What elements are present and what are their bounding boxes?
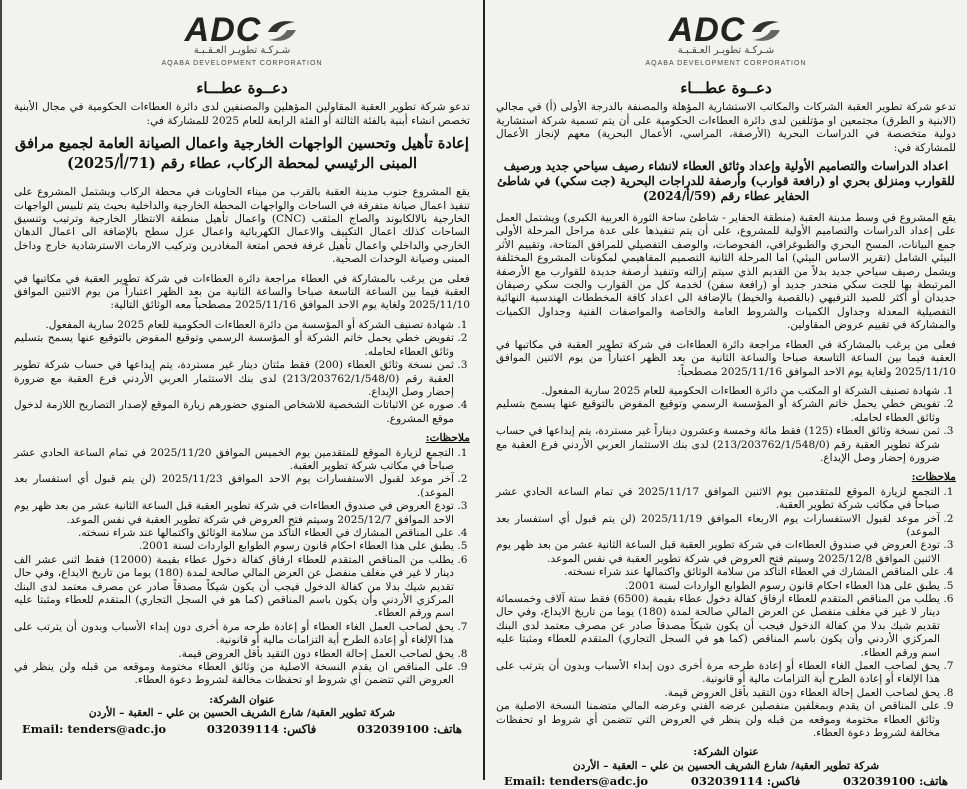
list-item: 2. آخر موعد لقبول الاستفسارات يوم الاربعاء الموافق 2025/11/19 (لن يتم قبول أي استفسار بعد الموعد) xyxy=(496,513,940,540)
list-item: 4. صوره عن الاثباتات الشخصية للاشخاص المنوي حضورهم زيارة الموقع لإصدار التصاريح اللازمة لدخول موقع المشروع. xyxy=(14,399,454,426)
contact-line xyxy=(496,775,956,788)
list-item: 5. يطبق على هذا العطاء احكام قانون رسوم الطوابع الواردات لسنة 2001. xyxy=(14,540,454,553)
address-title: عنوان الشركة: xyxy=(693,746,759,759)
left-edge-rule xyxy=(0,0,2,780)
company-address: شركة تطوير العقبة/ شارع الشريف الحسين بن علي – العقبة – الأردن xyxy=(88,707,396,720)
adc-logo xyxy=(14,11,470,78)
ad-heading: دعــوة عطـــاء xyxy=(680,79,772,97)
list-item: 6. يطلب من المناقص المتقدم للعطاء ارفاق كفالة دخول عطاء بقيمة (6500) فقط ستة آلاف وخمسمائة دينار لا غير في مغلف منفصل عن العرض المالي صالحة لمدة (180) يوما من تاريخ الايداع، وفي حال تقديم شيك بدلا من كفالة الدخول فيجب أن يكون شيكاً مصدقاً صادر عن مصرف معتمد لدى البنك المركزي الأردني وأن يكون باسم المناقص (كما هو في السجل التجاري) المتقدم للعطاء ومثبتا عليه اسم ورقم العطاء. xyxy=(496,593,940,660)
logo-swirl-icon xyxy=(749,16,783,46)
requirements-list xyxy=(496,385,956,465)
list-item: 3. ثمن نسخة وثائق العطاء (200) فقط مئتان دينار غير مستردة، يتم إيداعها في حساب شركة تطوير العقبة رقم (213/203762/1/548/0) لدى بنك الاستثمار العربي الأردني فرع العقبة مع ضرورة إحضار وصل الإيداع. xyxy=(14,359,454,399)
column-divider xyxy=(483,0,485,780)
list-item: 2. تفويض خطي يحمل خاتم الشركة أو المؤسسة الرسمي وتوقيع المفوض بالتوقيع عنها يسمح بتسليم وثائق العطاء لحامله. xyxy=(496,398,940,425)
fax-number: فاكس: 032039114 xyxy=(690,774,801,789)
list-item: 4. على المناقص المشارك في العطاء التأكد من سلامة الوثائق واكتمالها عند شراء نسخته. xyxy=(14,527,454,540)
ad-instructions: فعلى من يرغب بالمشاركة في العطاء مراجعة دائرة العطاءات في شركة تطوير العقبة في مكاتبها في العقبة فيما بين الساعة التاسعة صباحا والساعة الثانية من بعد الظهر اعتباراً من يوم الاثنين الموافق 2025/11/10 ولغاية يوم الاحد الموافق 2025/11/16 مصطحباً معه الوثائق التالية: xyxy=(14,272,470,312)
tender-ad-right xyxy=(488,6,964,789)
notes-list xyxy=(14,447,470,688)
list-item: 2. تفويض خطي يحمل خاتم الشركة أو المؤسسة الرسمي وتوقيع المفوض بالتوقيع عنها يسمح بتسليم وثائق العطاء لحامله. xyxy=(14,332,454,359)
list-item: 1. التجمع لزيارة الموقع للمتقدمين يوم الاثنين الموافق 2025/11/17 في تمام الساعة الحادي عشر صباحاً في مكاتب شركة تطوير العقبة. xyxy=(496,486,940,513)
phone-number: هاتف: 032039100 xyxy=(843,774,948,789)
logo-arabic: شـركـة تطويـر العـقـبـة xyxy=(677,45,775,56)
list-item: 1. شهادة تصنيف الشركة أو المؤسسة من دائرة العطاءات الحكومية للعام 2025 سارية المفعول. xyxy=(14,319,454,332)
adc-logo xyxy=(496,11,956,78)
list-item: 6. يطلب من المناقص المتقدم للعطاء ارفاق كفالة دخول عطاء بقيمة (12000) فقط اثنى عشر الف دينار لا غير في مغلف منفصل عن العرض المالي صالحة لمدة (180) يوما من تاريخ الايداع، وفي حال تقديم شيك بدلا من كفالة الدخول فيجب أن يكون شيكاً مصدقاً صادر عن مصرف معتمد لدى البنك المركزي الأردني وأن يكون باسم المناقص (كما هو في السجل التجاري) المتقدم للعطاء ومثبتا عليه اسم ورقم العطاء. xyxy=(14,554,454,621)
list-item: 9. على المناقص ان يقدم وبمغلفين منفصلين عرضه الفني وعرضه المالي متضمنا النسخة الاصلية من وثائق العطاء مختومة وموقعه من قبله ولن ينظر في العروض التي تتضمن أي شروط او تحفظات مخالفة لشروط دعوة العطاء. xyxy=(496,700,940,740)
ad-description: يقع المشروع جنوب مدينة العقبة بالقرب من ميناء الحاويات في محطة الركاب ويشتمل المشروع على تنفيذ اعمال صيانة متفرقة في الساحات والواجهات المحطة الخارجية والداخلية بحيث يتم تلبيس الواجهات الخارجية بالالكابوند والصاج المثقب (CNC) واعمال تأهيل منطقة الانتظار الخارجية وترتيب وتنسيق الساحات كذلك اعمال التكييف والاعمال الكهربائية واعمال عزل سطح بالإضافة الى اعمال الدهان الخارجي والداخلي واعمال تأهيل غرفة فحص امتعة المغادرين وتركيب الارمات الاسترشادية خارج وداخل المبنى وصيانة الوحدات الصحية. xyxy=(14,186,470,266)
ad-intro: تدعو شركة تطوير العقبة المقاولين المؤهلين والمصنفين لدى دائرة العطاءات الحكومية في مجال الأبنية تخصص انشاء أبنية بالفئة الثالثة أو الفئة الرابعة للعام 2025 للمشاركة في: xyxy=(14,101,470,127)
email-address[interactable]: Email: tenders@adc.jo xyxy=(22,721,167,736)
logo-arabic: شـركـة تطويـر العـقـبـة xyxy=(193,45,291,56)
notes-title: ملاحظات: xyxy=(425,432,470,445)
logo-swirl-icon xyxy=(265,16,299,46)
list-item: 8. يحق لصاحب العمل إحالة العطاء دون التقيد بأقل العروض قيمة. xyxy=(14,648,454,661)
list-item: 3. ثمن نسخة وثائق العطاء (125) فقط مائة وخمسة وعشرون ديناراً غير مستردة، يتم إيداعها في حساب شركة تطوير العقبة رقم (213/203762/1/548/0) لدى بنك الاستثمار العربي الأردني فرع العقبة مع ضرورة إحضار وصل الإيداع. xyxy=(496,425,940,465)
notes-list xyxy=(496,486,956,741)
list-item: 3. تودع العروض في صندوق العطاءات في شركة تطوير العقبة قبل الساعة الثانية عشر من بعد ظهر يوم الاحد الموافق 2025/12/7 وسيتم فتح العروض في شركة تطوير العقبة في نفس الموعد. xyxy=(14,500,454,527)
logo-english: AQABA DEVELOPMENT CORPORATION xyxy=(161,60,323,68)
ad-project-title: إعادة تأهيل وتحسين الواجهات الخارجية واعمال الصيانة العامة لجميع مرافق المبنى الرئيسي لمحطة الركاب، عطاء رقم (71/أ/2025) xyxy=(15,135,469,173)
list-item: 9. على المناقص ان يقدم النسخة الاصلية من وثائق العطاء مختومة وموقعه من قبله ولن ينظر في العروض التي تتضمن أي شروط او تحفظات مخالفة لشروط دعوة العطاء. xyxy=(14,661,454,688)
logo-english: AQABA DEVELOPMENT CORPORATION xyxy=(645,60,807,68)
phone-number: هاتف: 032039100 xyxy=(357,721,462,736)
fax-number: فاكس: 032039114 xyxy=(206,721,317,736)
list-item: 7. يحق لصاحب العمل الغاء العطاء أو إعادة طرحه مرة أخرى دون إبداء الأسباب وبدون أن يترتب على هذا الإلغاء أو إعادة الطرح أية التزامات مالية أو قانونية. xyxy=(496,660,940,687)
requirements-list xyxy=(14,319,470,426)
list-item: 8. يحق لصاحب العمل إحالة العطاء دون التقيد بأقل العروض قيمة. xyxy=(496,687,940,700)
notes-title: ملاحظات: xyxy=(911,471,956,484)
logo-brand: ADC xyxy=(184,11,262,50)
address-title: عنوان الشركة: xyxy=(209,693,275,706)
ad-project-title: اعداد الدراسات والتصاميم الأولية وإعداد وثائق العطاء لانشاء رصيف سياحي جديد ورصيف للقوارب ومنزلق بحري او (رافعة قوارب) وأرصفة للدراجات البحرية (جت سكي) في شاطئ الحفاير عطاء رقم (59/أ/2024) xyxy=(497,159,955,204)
logo-brand: ADC xyxy=(668,11,746,50)
list-item: 3. تودع العروض في صندوق العطاءات في شركة تطوير العقبة قبل الساعة الثانية عشر من بعد ظهر يوم الاثنين الموافق 2025/12/8 وسيتم فتح العروض في شركة تطوير العقبة في نفس الموعد. xyxy=(496,539,940,566)
ad-description: يقع المشروع في وسط مدينة العقبة (منطقة الحفاير - شاطئ ساحة الثورة العربية الكبرى) ويشتمل العمل على إعداد الدراسات والتصاميم الأولية للمشروع، على أن يتم تنفيذها على عدة مراحل المرحلة الأولى جمع البيانات، المسح البحري والطبوغرافي، الفحوصات، والوصف التفصيلي للمرافق المتاحة، وتقييم الأثر البيئي الشامل (تقرير الاساس البيئي) اما المرحلة الثانية التصميم المفاهيمي لمكونات المشروع المختلفة ويشمل رصيف سياحي جديد بدلاً من القديم الذي سيتم إزالته وتنفيذ أرصفة جديدة للقوارب مع الأرصفة المرتبطة بها للجت سكي منحدر جديد أو (رافعة سفن) لخدمة كل من القوارب والجت سكي رصيفان جديدان أو أكثر للصيد الترفيهي (بالقصبة والخيط) بالإضافة الى اعداد كافة المخططات الهندسية النهائية التفصيلية المعدلة وجداول الكميات والشروط العامة والخاصة والمواصفات الفنية وجداول الكميات والمشاركة في تقييم عروض المقاولين. xyxy=(496,212,956,332)
list-item: 5. يطبق على هذا العطاء احكام قانون رسوم الطوابع الواردات لسنة 2001. xyxy=(496,580,940,593)
list-item: 1. التجمع لزيارة الموقع للمتقدمين يوم الخميس الموافق 2025/11/20 في تمام الساعة الحادي عشر صباحاً في مكاتب شركة تطوير العقبة. xyxy=(14,447,454,474)
ad-instructions: فعلى من يرغب بالمشاركة في العطاء مراجعة دائرة العطاءات في شركة تطوير العقبة في مكاتبها في العقبة فيما بين الساعة التاسعة صباحا والساعة الثانية من بعد الظهر اعتباراً من يوم الاثنين الموافق 2025/11/10 ولغاية يوم الاحد الموافق 2025/11/16 مصطحباً: xyxy=(496,338,956,378)
list-item: 1. شهادة تصنيف الشركة او المكتب من دائرة العطاءات الحكومية للعام 2025 سارية المفعول. xyxy=(496,385,940,398)
list-item: 4. على المناقص المشارك في العطاء التأكد من سلامة الوثائق واكتمالها عند شراء نسخته. xyxy=(496,566,940,579)
ad-heading: دعــوة عطـــاء xyxy=(196,79,288,97)
tender-ad-left xyxy=(6,6,478,776)
email-address[interactable]: Email: tenders@adc.jo xyxy=(504,774,649,789)
ad-intro: تدعو شركة تطوير العقبة الشركات والمكاتب الاستشارية المؤهلة والمصنفة بالدرجة الأولى (أ) في مجالي (الابنية و الطرق) مجتمعين او مؤتلفين لدى دائرة العطاءات الحكومية على أن يتم تسمية شركة استشارية دولية متخصصة في الدراسات البحرية (الأرصفة، المراسي، الأعمال البحرية) معهم لإنجاز الأعمال للمشاركة في: xyxy=(496,101,956,154)
list-item: 7. يحق لصاحب العمل الغاء العطاء أو إعادة طرحه مرة أخرى دون إبداء الأسباب وبدون أن يترتب على هذا الإلغاء أو إعادة الطرح أية التزامات مالية أو قانونية. xyxy=(14,621,454,648)
contact-line xyxy=(14,723,470,736)
company-address: شركة تطوير العقبة/ شارع الشريف الحسين بن علي – العقبة – الأردن xyxy=(572,759,880,772)
list-item: 2. آخر موعد لقبول الاستفسارات يوم الاحد الموافق 2025/11/23 (لن يتم قبول أي استفسار بعد الموعد). xyxy=(14,473,454,500)
